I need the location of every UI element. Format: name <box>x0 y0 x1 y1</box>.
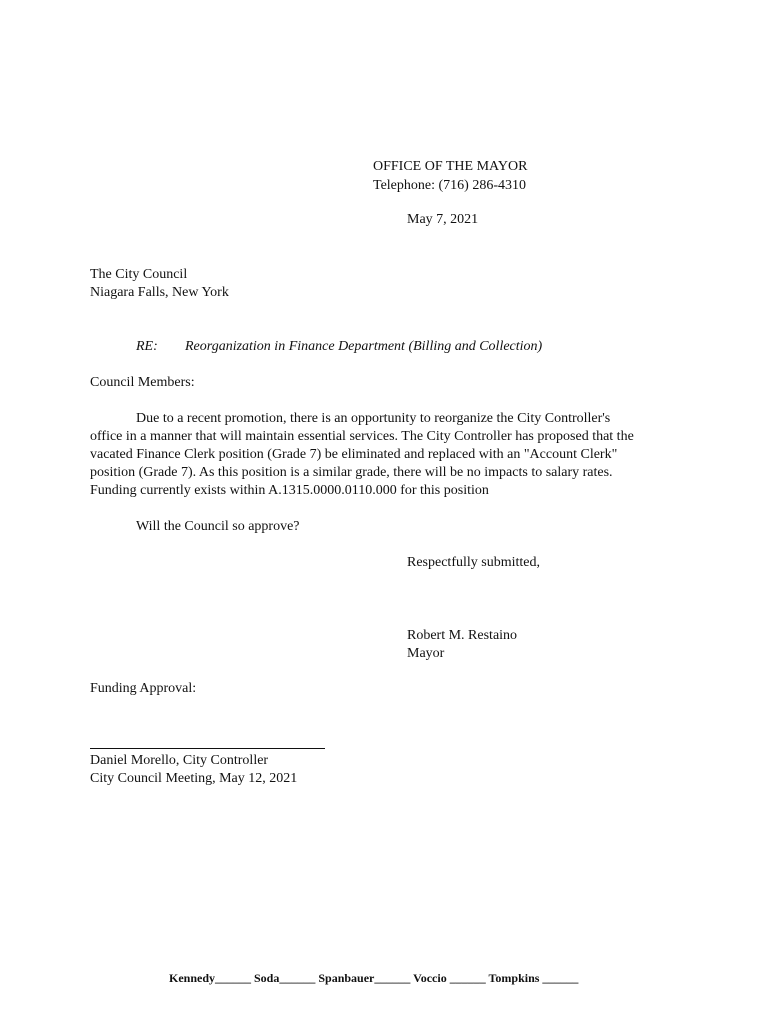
council-meeting: City Council Meeting, May 12, 2021 <box>90 771 298 786</box>
council-votes-footer: Kennedy______ Soda______ Spanbauer______ Voccio ______ Tompkins ______ <box>169 971 579 985</box>
body-line: vacated Finance Clerk position (Grade 7) be eliminated and replaced with an "Account Clerk" <box>90 447 618 462</box>
addressee-line-1: The City Council <box>90 267 188 282</box>
addressee-block <box>90 266 229 302</box>
letterhead <box>373 157 527 195</box>
addressee-line-2: Niagara Falls, New York <box>90 285 229 300</box>
funding-approval-label: Funding Approval: <box>90 681 197 696</box>
signature-line <box>90 748 325 749</box>
re-subject: Reorganization in Finance Department (Billing and Collection) <box>185 339 543 354</box>
salutation: Council Members: <box>90 375 195 390</box>
controller-block <box>90 752 297 788</box>
body-line: Funding currently exists within A.1315.0000.0110.000 for this position <box>90 483 489 498</box>
office-title: OFFICE OF THE MAYOR <box>373 159 528 174</box>
body-line: office in a manner that will maintain essential services. The City Controller has proposed that the <box>90 429 634 444</box>
signer-block <box>407 627 517 663</box>
closing: Respectfully submitted, <box>407 555 540 570</box>
body-line: Due to a recent promotion, there is an opportunity to reorganize the City Controller's <box>136 411 611 426</box>
body-paragraph <box>90 410 690 500</box>
signer-title: Mayor <box>407 646 445 661</box>
controller-name: Daniel Morello, City Controller <box>90 753 269 768</box>
re-label: RE: <box>136 339 158 354</box>
approval-question: Will the Council so approve? <box>136 519 300 534</box>
letter-date: May 7, 2021 <box>407 212 479 227</box>
signer-name: Robert M. Restaino <box>407 628 518 643</box>
body-line: position (Grade 7). As this position is a similar grade, there will be no impacts to salary rates. <box>90 465 613 480</box>
office-telephone: Telephone: (716) 286-4310 <box>373 178 526 193</box>
